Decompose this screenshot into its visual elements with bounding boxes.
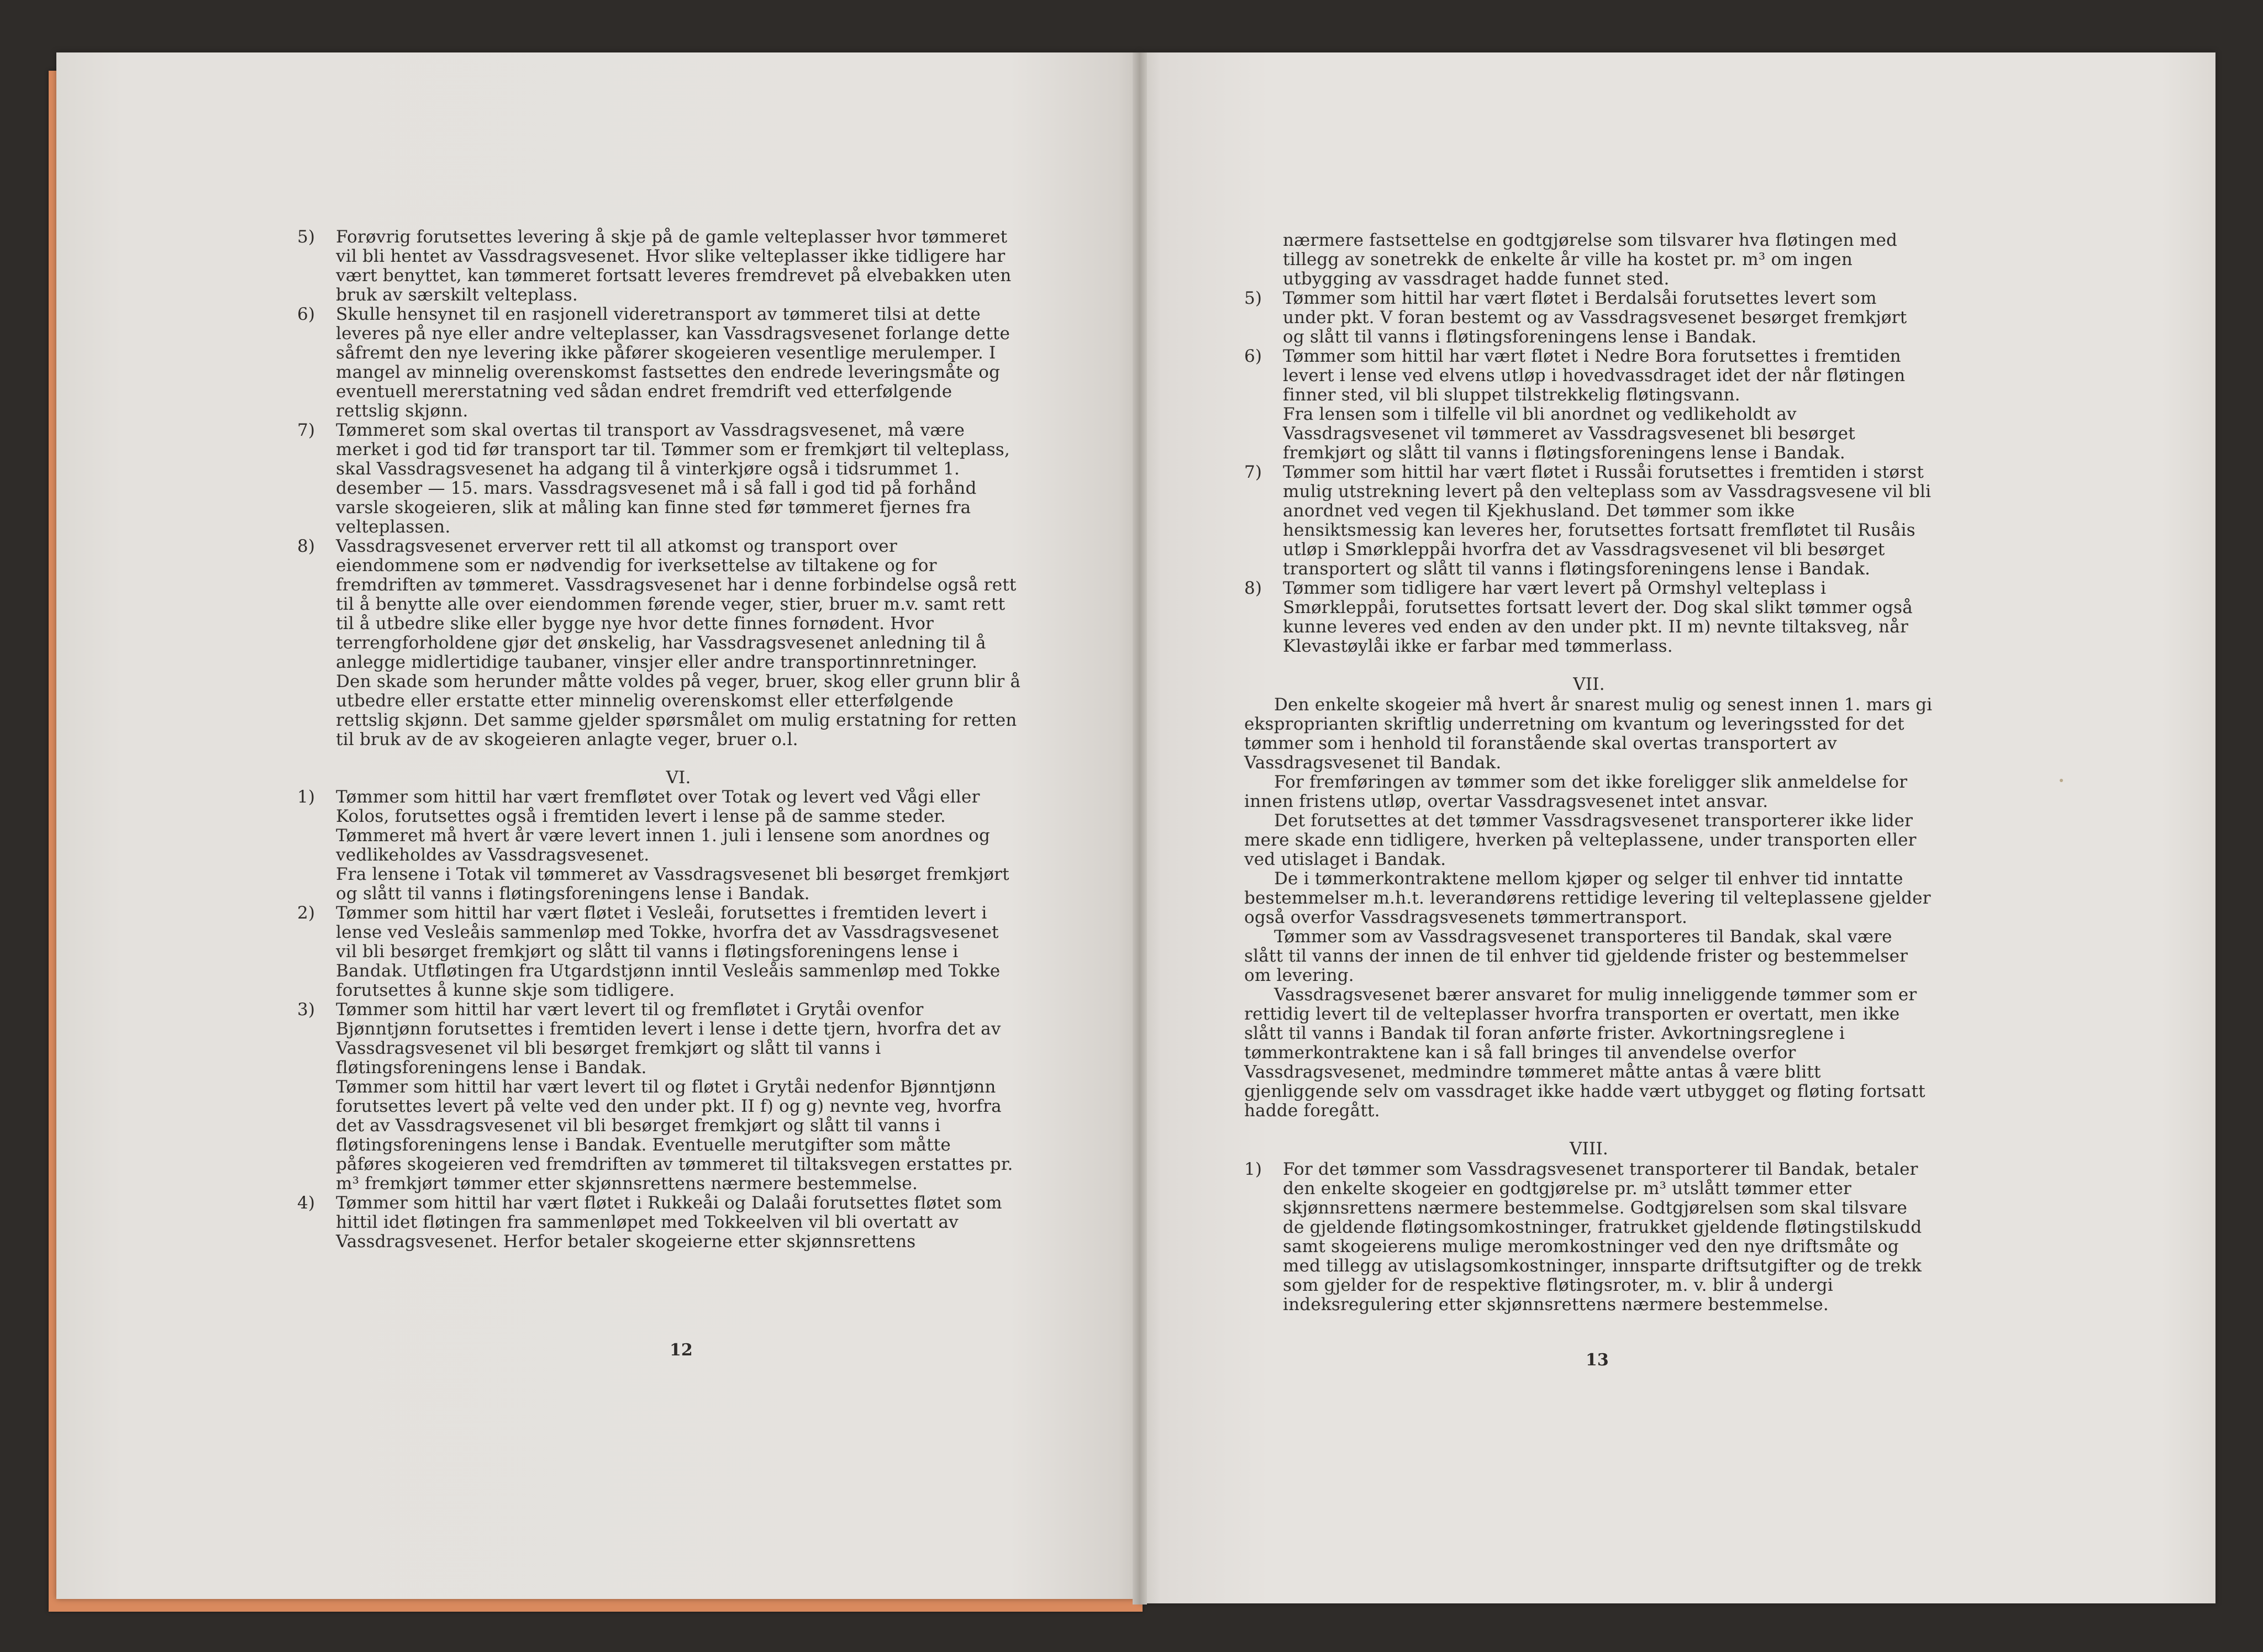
item-continuation: Den skade som herunder måtte voldes på veger, bruer, skog eller grunn blir å utbedre eller erstatte etter minnelig overenskomst eller etterfølgende rettslig skjønn. Det samme gjelder spørsmålet om mulig erstatning for retten til bruk av de av skogeieren anlagte veger, bruer o.l. (336, 672, 1021, 750)
paragraph: For fremføringen av tømmer som det ikke foreligger slik anmeldelse for innen fristens utløp, overtar Vassdragsvesenet intet ansvar. (1244, 772, 1908, 811)
item-text: Tømmer som hittil har vært fløtet i Russåi forutsettes i fremtiden i størst mulig utstrekning levert på den velteplass som av Vassdragsvesene vil bli anordnet ved vegen til Kjekhusland. Det tømmer som ikke hensiktsmessig kan leveres her, forutsettes fortsatt fremfløtet til Rusåis utløp i Smørkleppåi hvorfra det av Vassdragsvesenet vil bli besørget transportert og slått til vanns i fløtingsforeningens lense i Bandak. (1283, 462, 1932, 579)
item-number: 7) (1244, 462, 1262, 482)
item-text: Tømmer som hittil har vært fløtet i Vesleåi, forutsettes i fremtiden levert i lense ved Vesleåis sammenløp med Tokke, hvorfra det av Vassdragsvesenet vil bli besørget fremkjørt og slått til vanns i fløtingsforeningens lense i Bandak. Utfløtingen fra Utgardstjønn inntil Vesleåis sammenløp med Tokke forutsettes å kunne skje som tidligere. (336, 903, 1001, 1000)
list-item (297, 305, 1021, 421)
list-item (297, 228, 1021, 305)
item-continuation: Fra lensen som i tilfelle vil bli anordnet og vedlikeholdt av Vassdragsvesenet vil tømmeret av Vassdragsvesenet bli besørget fremkjørt og slått til vanns i fløtingsforeningens lense i Bandak. (1283, 404, 1855, 463)
item-number: 5) (1244, 288, 1262, 308)
section-heading-vii: VII. (1573, 674, 1605, 694)
item-number: 4) (297, 1193, 315, 1213)
paragraph: Den enkelte skogeier må hvert år snarest mulig og senest innen 1. mars gi eksproprianten skriftlig underretning om kvantum og leveringssted for det tømmer som i henhold til foranstående skal overtas transportert av Vassdragsvesenet til Bandak. (1244, 695, 1933, 773)
item-text: Vassdragsvesenet erverver rett til all atkomst og transport over eiendommene som er nødvendig for iverksettelse av tiltakene og for fremdriften av tømmeret. Vassdragsvesenet har i denne forbindelse også rett til å benytte alle over eiendommen førende veger, stier, bruer m.v. samt rett til å utbedre slike eller bygge nye hvor dette finnes fornødent. Hvor terrengforholdene gjør det ønskelig, har Vassdragsvesenet anledning til å anlegge midlertidige taubaner, vinsjer eller andre transportinnretninger. (336, 536, 1017, 672)
item-continuation: Tømmer som hittil har vært levert til og fløtet i Grytåi nedenfor Bjønntjønn forutsettes levert på velte ved den under pkt. II f) og g) nevnte veg, hvorfra det av Vassdragsvesenet vil bli besørget fremkjørt og slått til vanns i fløtingsforeningens lense i Bandak. Eventuelle merutgifter som måtte påføres skogeieren ved fremdriften av tømmeret til tiltaksvegen erstattes pr. m³ fremkjørt tømmer etter skjønnsrettens nærmere bestemmelse. (336, 1077, 1013, 1194)
item-number: 1) (297, 787, 315, 807)
list-item (1244, 463, 1934, 579)
item-number: 7) (297, 420, 315, 440)
list-item (297, 1000, 1021, 1078)
item-number: 1) (1244, 1159, 1262, 1179)
section-heading-vi: VI. (666, 768, 691, 788)
paragraph: Vassdragsvesenet bærer ansvaret for mulig inneliggende tømmer som er rettidig levert til de velteplasser hvorfra transporten er overtatt, men ikke slått til vanns i Bandak til foran anførte frister. Avkortningsreglene i tømmerkontraktene kan i så fall bringes til anvendelse overfor Vassdragsvesenet, medmindre tømmeret måtte antas å være blitt gjenliggende selv om vassdraget ikke hadde vært utbygget og fløting fortsatt hadde foregått. (1244, 985, 1925, 1121)
item-number: 2) (297, 903, 315, 923)
section-heading-viii: VIII. (1570, 1139, 1608, 1159)
carryover-text: nærmere fastsettelse en godtgjørelse som tilsvarer hva fløtingen med tillegg av sonetrekk de enkelte år ville ha kostet pr. m³ om ingen utbygging av vassdraget hadde funnet sted. (1283, 230, 1898, 289)
page-number-right: 13 (1586, 1350, 1609, 1370)
item-number: 5) (297, 227, 315, 247)
page-number-left: 12 (670, 1340, 693, 1360)
list-item (297, 537, 1021, 672)
item-number: 8) (297, 536, 315, 556)
item-number: 3) (297, 1000, 315, 1020)
paragraph: Tømmer som av Vassdragsvesenet transporteres til Bandak, skal være slått til vanns der innen de til enhver tid gjeldende frister og bestemmelser om levering. (1244, 927, 1908, 985)
item-number: 8) (1244, 578, 1262, 598)
list-item (1244, 347, 1934, 405)
item-text: Tømmer som hittil har vært fløtet i Rukkeåi og Dalaåi forutsettes fløtet som hittil idet fløtingen fra sammenløpet med Tokkeelven vil bli overtatt av Vassdragsvesenet. Herfor betaler skogeierne etter skjønnsrettens (336, 1193, 1002, 1252)
list-item (297, 1194, 1021, 1252)
item-text: Tømmeret som skal overtas til transport av Vassdragsvesenet, må være merket i god tid før transport tar til. Tømmer som er fremkjørt til velteplass, skal Vassdragsvesenet ha adgang til å vinterkjøre også i tidsrummet 1. desember — 15. mars. Vassdragsvesenet må i så fall i god tid på forhånd varsle skogeieren, slik at måling kan finne sted før tømmeret fjernes fra velteplassen. (336, 420, 1010, 537)
list-item (297, 904, 1021, 1000)
list-item (297, 788, 1021, 865)
item-number: 6) (1244, 346, 1262, 366)
book-gutter (1133, 52, 1147, 1605)
list-item (1244, 289, 1934, 347)
paper-speck (2060, 779, 2063, 782)
paragraph: Det forutsettes at det tømmer Vassdragsvesenet transporterer ikke lider mere skade enn tidligere, hverken på velteplassene, under transporten eller ved utislaget i Bandak. (1244, 811, 1917, 869)
item-text: Tømmer som hittil har vært fløtet i Nedre Bora forutsettes i fremtiden levert i lense ved elvens utløp i hovedvassdraget idet der når fløtingen finner sted, vil bli sluppet tilstrekkelig fløtingsvann. (1283, 346, 1906, 405)
list-item (1244, 579, 1934, 656)
right-page-text (1244, 231, 1934, 1315)
item-continuation: Fra lensene i Totak vil tømmeret av Vassdragsvesenet bli besørget fremkjørt og slått til vanns i fløtingsforeningens lense i Bandak. (336, 864, 1009, 904)
item-text: Forøvrig forutsettes levering å skje på de gamle velteplasser hvor tømmeret vil bli hentet av Vassdragsvesenet. Hvor slike velteplasser ikke tidligere har vært benyttet, kan tømmeret fortsatt leveres fremdrevet på elvebakken uten bruk av særskilt velteplass. (336, 227, 1012, 305)
item-text: Skulle hensynet til en rasjonell videretransport av tømmeret tilsi at dette leveres på nye eller andre velteplasser, kan Vassdragsvesenet forlange dette såfremt den nye levering ikke påfører skogeieren vesentlige merulemper. I mangel av minnelig overenskomst fastsettes den endrede leveringsmåte og eventuell mererstatning ved sådan endret fremdrift ved etterfølgende rettslig skjønn. (336, 304, 1011, 421)
list-item (1244, 1160, 1934, 1315)
item-text: Tømmer som tidligere har vært levert på Ormshyl velteplass i Smørkleppåi, forutsettes fortsatt levert der. Dog skal slikt tømmer også kunne leveres ved enden av den under pkt. II m) nevnte tiltaksveg, når Klevastøylåi ikke er farbar med tømmerlass. (1283, 578, 1913, 656)
paragraph: De i tømmerkontraktene mellom kjøper og selger til enhver tid inntatte bestemmelser m.h.t. leverandørens rettidige levering til velteplassene gjelder også overfor Vassdragsvesenets tømmertransport. (1244, 869, 1931, 927)
item-text: Tømmer som hittil har vært fløtet i Berdalsåi forutsettes levert som under pkt. V foran bestemt og av Vassdragsvesenet besørget fremkjørt og slått til vanns i fløtingsforeningens lense i Bandak. (1283, 288, 1907, 347)
item-number: 6) (297, 304, 315, 324)
item-text: For det tømmer som Vassdragsvesenet transporterer til Bandak, betaler den enkelte skogeier en godtgjørelse pr. m³ utslått tømmer etter skjønnsrettens nærmere bestemmelse. Godtgjørelsen som skal tilsvare de gjeldende fløtingsomkostninger, fratrukket gjeldende fløtingstilskudd samt skogeierens mulige meromkostninger ved den nye driftsmåte og med tillegg av utislagsomkostninger, innsparte driftsutgifter og de trekk som gjelder for de respektive fløtingsroter, m. v. blir å undergi indeksregulering etter skjønnsrettens nærmere bestemmelse. (1283, 1159, 1922, 1315)
item-text: Tømmer som hittil har vært levert til og fremfløtet i Grytåi ovenfor Bjønntjønn forutsettes i fremtiden levert i lense i dette tjern, hvorfra det av Vassdragsvesenet vil bli besørget fremkjørt og slått til vanns i fløtingsforeningens lense i Bandak. (336, 1000, 1001, 1078)
item-text: Tømmer som hittil har vært fremfløtet over Totak og levert ved Vågi eller Kolos, forutsettes også i fremtiden levert i lense på de samme steder. Tømmeret må hvert år være levert innen 1. juli i lensene som anordnes og vedlikeholdes av Vassdragsvesenet. (336, 787, 990, 865)
left-page-text (297, 228, 1021, 1252)
list-item (297, 421, 1021, 537)
